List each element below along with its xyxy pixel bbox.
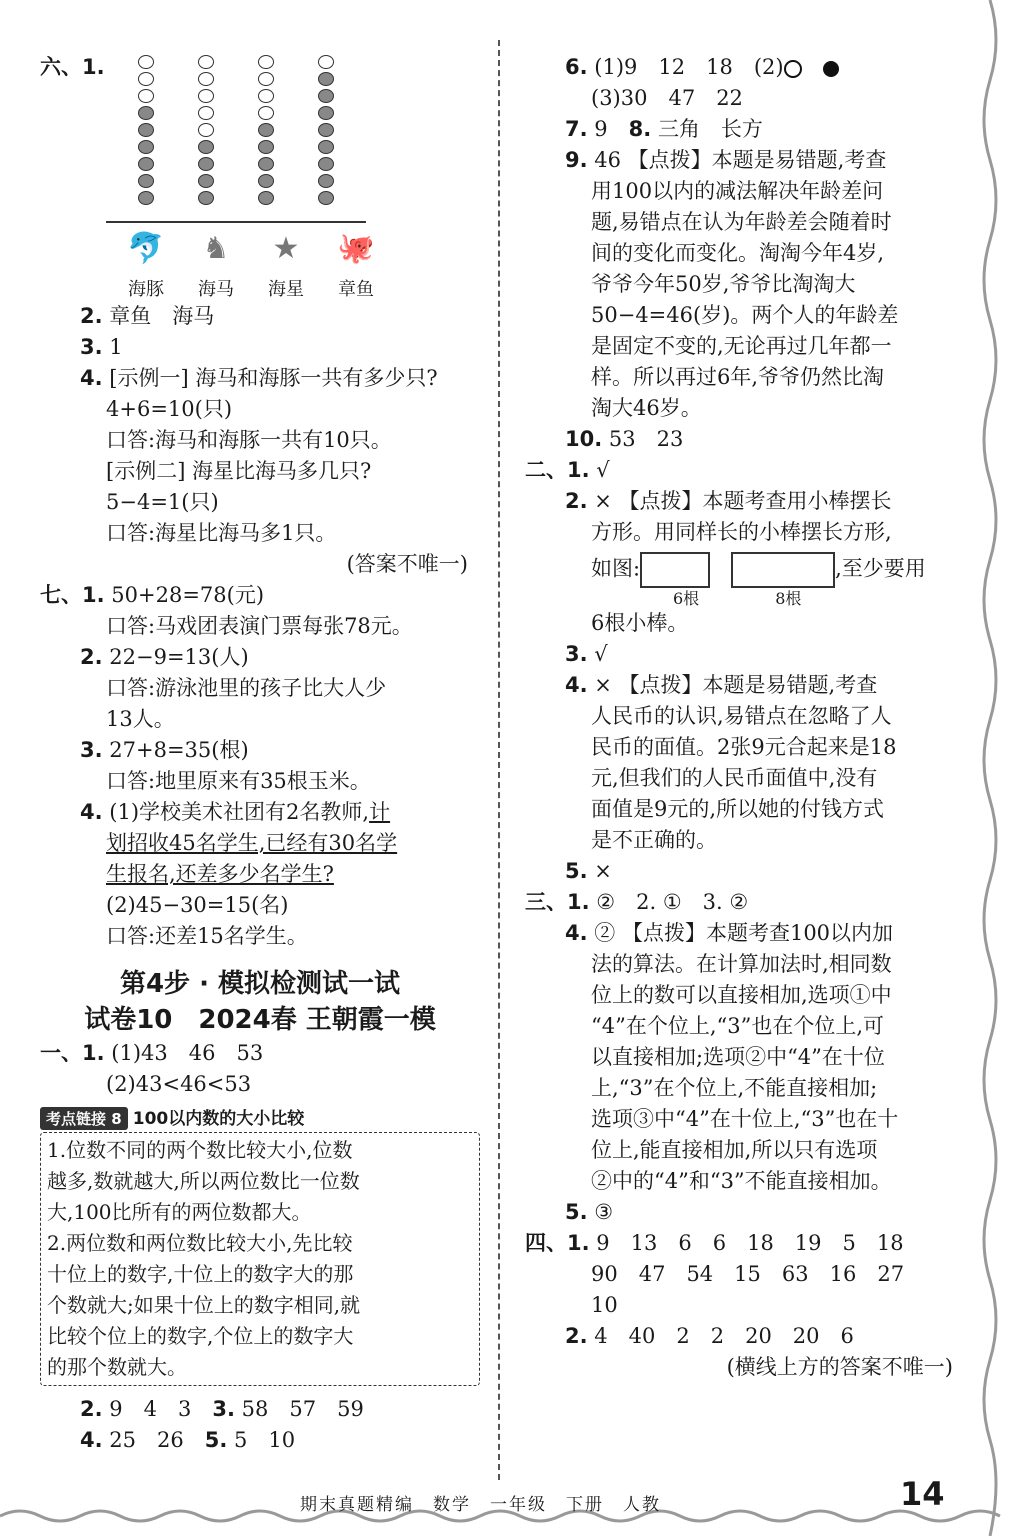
abacus-rod-1 — [136, 55, 156, 208]
answer-2-2: 2. × 【点拨】本题考查用小棒摆长 — [565, 489, 892, 513]
answer-6-4: 4. [示例一] 海马和海豚一共有多少只? — [80, 366, 438, 390]
stick-figure-row: 如图: ,至少要用 6根 8根 — [525, 552, 965, 608]
knowledge-title: 100以内数的大小比较 — [132, 1109, 305, 1129]
answer-2-1: 二、1. √ — [525, 458, 610, 482]
answer-1-1: 一、1. (1)43 46 53 — [40, 1041, 264, 1065]
rectangle-8-sticks — [731, 552, 835, 588]
abacus-figure — [106, 55, 366, 227]
step-title: 第4步 · 模拟检测试一试 — [119, 969, 401, 999]
answer-6-3: 3. 1 — [80, 335, 123, 359]
column-divider — [498, 40, 500, 1480]
answer-3-1: 三、1. ② 2. ① 3. ② — [525, 890, 749, 914]
section-6-1: 六、1. — [40, 55, 105, 79]
abacus-rod-4 — [316, 55, 336, 208]
answer-3-5: 5. ③ — [565, 1200, 614, 1224]
answer-6: 6. (1)9 12 18 (2) — [525, 52, 965, 83]
knowledge-link — [40, 1104, 480, 1130]
answer-4-1: 四、1. 9 13 6 6 18 19 5 18 — [525, 1231, 904, 1255]
answer-9: 9. 46 【点拨】本题是易错题,考查 — [565, 148, 887, 172]
abacus-rod-3 — [256, 55, 276, 208]
knowledge-box: 1.位数不同的两个数比较大小,位数 越多,数就越大,所以两位数比一位数 大,100比所有的两位数都大。 2.两位数和两位数比较大小,先比较 十位上的数字,十位上的数字大的那 个数就大;如果十位上的数字相同,就 比较个位上的数字,个位上的数字大 的那个数就大。 — [40, 1132, 480, 1386]
animal-icons — [120, 231, 480, 275]
left-column: 六、1. 🐬 ♞ ★ 🐙 海豚 海马 海星 章鱼 2. 章鱼 海马 3. 1 4. [示例一] 海马和海豚一共有多少只? 4+6=10(只) 口答:海马和海豚一共有10只。 [示例二] 海星比海马多几只? 5−4=1(只) 口答:海星比海马多1只。 (答案不唯一) 七、1. 50+28=78(元) 口答:马戏团表演门票每张78元。 2. 22−9=13(人) 口答:游泳池里的孩子比大人少 13人。 3. 27+8=35(根) 口答:地里原来有35根玉米。 4. (1)学校美术社团有2名教师,计 划招收45名学生,已经有30名学 生报名,还差多少名学生? (2)45−30=15(名) 口答:还差15名学生。 第4步 · 模拟检测试一试 试卷10 2024春 王朝霞一模 一、1. (1)43 46 53 (2)43<46<53 考点链接 8 100以内数的大小比较 1.位数不同的两个数比较大小,位数 越多,数就越大,所以两位数比一位数 大,100比所有的两位数都大。 2.两位数和两位数比较大小,先比较 十位上的数字,十位上的数字大的那 个数就大;如果十位上的数字相同,就 比较个位上的数字,个位上的数字大 的那个数就大。 2. 9 4 3 3. 58 57 59 4. 25 26 5. 5 10 — [40, 52, 480, 1456]
answer-10: 10. 53 23 — [565, 427, 684, 451]
note-4: (横线上方的答案不唯一) — [726, 1355, 953, 1379]
seahorse-icon: ♞ — [202, 231, 230, 266]
answer-7-1: 七、1. 50+28=78(元) — [40, 583, 265, 607]
answer-3-4: 4. ② 【点拨】本题考查100以内加 — [565, 921, 894, 945]
right-wavy-border — [970, 0, 1014, 1536]
footer-text: 期末真题精编 数学 一年级 下册 人教 — [300, 1495, 661, 1515]
answer-7-4: 4. (1)学校美术社团有2名教师,计 — [80, 800, 391, 824]
rectangle-6-sticks — [640, 552, 710, 588]
paper-title: 试卷10 2024春 王朝霞一模 — [84, 1005, 436, 1035]
octopus-icon: 🐙 — [337, 231, 375, 266]
answer-7-8: 7. 9 8. 三角 长方 — [565, 117, 763, 141]
answer-7-3: 3. 27+8=35(根) — [80, 738, 249, 762]
answer-2-3: 3. √ — [565, 642, 608, 666]
answer-4-2: 2. 4 40 2 2 20 20 6 — [565, 1324, 854, 1348]
answer-1-4-5: 4. 25 26 5. 5 10 — [80, 1428, 296, 1452]
starfish-icon: ★ — [272, 231, 300, 266]
page-number: 14 — [900, 1475, 945, 1513]
answer-6-2: 2. 章鱼 海马 — [80, 304, 215, 328]
dolphin-icon: 🐬 — [127, 231, 165, 266]
abacus-rod-2 — [196, 55, 216, 208]
filled-dot-icon — [823, 61, 839, 77]
animal-labels: 海豚 海马 海星 章鱼 — [128, 279, 374, 300]
answer-2-4: 4. × 【点拨】本题是易错题,考查 — [565, 673, 878, 697]
answer-1-2-3: 2. 9 4 3 3. 58 57 59 — [80, 1397, 364, 1421]
right-column: 6. (1)9 12 18 (2) (3)30 47 22 7. 9 8. 三角 长方 9. 46 【点拨】本题是易错题,考查 用100以内的减法解决年龄差问 题,易错点在认为年龄差会随着时 间的变化而变化。淘淘今年4岁, 爷爷今年50岁,爷爷比淘淘大 50−4=46(岁)。两个人的年龄差 是固定不变的,无论再过几年都一 样。所以再过6年,爷爷仍然比淘 淘大46岁。 10. 53 23 二、1. √ 2. × 【点拨】本题考查用小棒摆长 方形。用同样长的小棒摆长方形, 如图: ,至少要用 6根 8根 6根小棒。 3. √ 4. × 【点拨】本题是易错题,考查 人民币的认识,易错点在忽略了人 民币的面值。2张9元合起来是18 元,但我们的人民币面值中,没有 面值是9元的,所以她的付钱方式 是不正确的。 5. × 三、1. ② 2. ① 3. ② 4. ② 【点拨】本题考查100以内加 法的算法。在计算加法时,相同数 位上的数可以直接相加,选项①中 “4”在个位上,“3”也在个位上,可 以直接相加;选项②中“4”在十位 上,“3”在个位上,不能直接相加; 选项③中“4”在十位上,“3”也在十 位上,能直接相加,所以只有选项 ②中的“4”和“3”不能直接相加。 5. ③ 四、1. 9 13 6 6 18 19 5 18 90 47 54 15 63 16 27 10 2. 4 40 2 2 20 20 6 (横线上方的答案不唯一) — [525, 52, 965, 1383]
answer-7-2: 2. 22−9=13(人) — [80, 645, 249, 669]
circle-icon — [784, 60, 802, 78]
knowledge-tag: 考点链接 8 — [40, 1107, 128, 1130]
note: (答案不唯一) — [346, 552, 468, 576]
answer-2-5: 5. × — [565, 859, 612, 883]
